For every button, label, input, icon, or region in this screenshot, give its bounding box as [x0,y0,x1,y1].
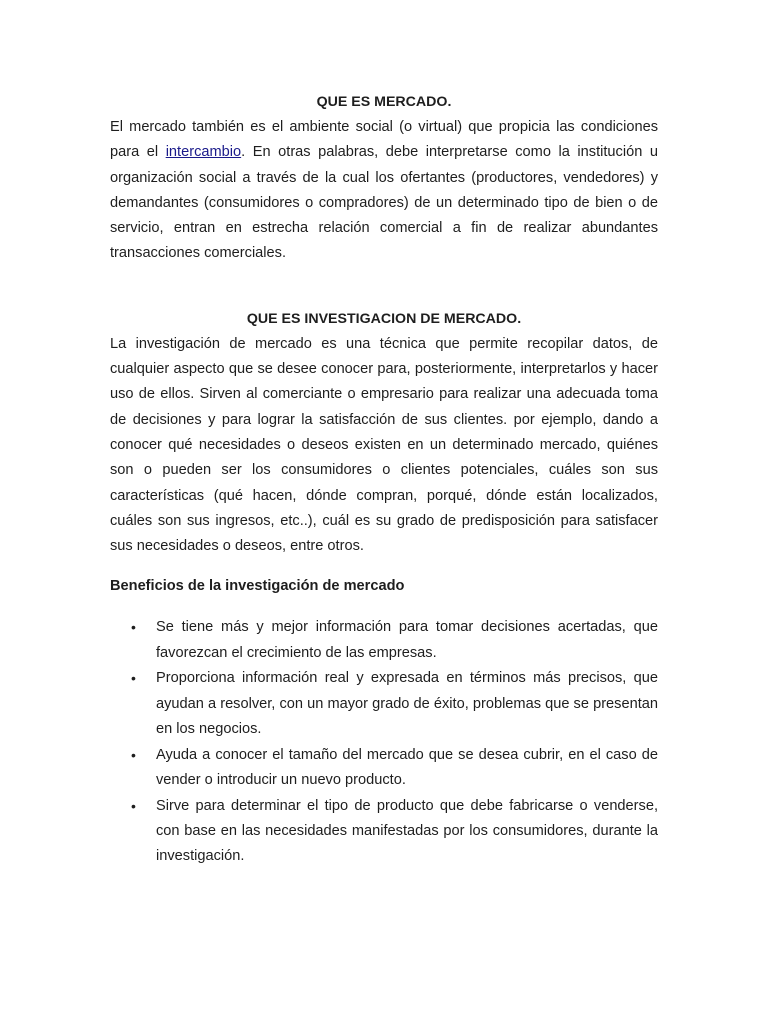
bullet-icon: • [131,746,136,763]
heading-investigacion-de-mercado: QUE ES INVESTIGACION DE MERCADO. [246,310,522,327]
intercambio-link[interactable]: intercambio [165,144,242,161]
list-item-text: Proporciona información real y expresada en términos más precisos, que ayudan a resolver, con un mayor grado de éxito, problemas que se presentan en los negocios. [156,670,658,738]
heading-beneficios: Beneficios de la investigación de mercado [110,578,405,595]
benefits-list [110,615,658,869]
paragraph-text-before-link: El mercado también es el ambiente social (o virtual) que propicia las condiciones para el [110,119,658,161]
list-item [110,794,658,870]
bullet-icon: • [131,797,136,814]
heading-que-es-mercado: QUE ES MERCADO. [316,94,452,110]
list-item-text: Ayuda a conocer el tamaño del mercado que se desea cubrir, en el caso de vender o introducir un nuevo producto. [156,746,658,789]
list-item-text: Se tiene más y mejor información para tomar decisiones acertadas, que favorezcan el crecimiento de las empresas. [156,619,658,661]
paragraph-mercado-definition [110,115,658,267]
paragraph-investigacion-definition: La investigación de mercado es una técnica que permite recopilar datos, de cualquier aspecto que se desee conocer para, posteriormente, interpretarlos y hacer uso de ellos. Sirven al comerciante o empresario para realizar una adecuada toma de decisiones y para lograr la satisfacción de sus clientes. por ejemplo, dando a conocer qué necesidades o deseos existen en un determinado mercado, quiénes son o pueden ser los consumidores o clientes potenciales, cuáles son sus características (qué hacen, dónde compran, porqué, dónde están localizados, cuáles son sus ingresos, etc..), cuál es su grado de predisposición para satisfacer sus necesidades o deseos, entre otros. [110,335,658,555]
bullet-icon: • [131,619,136,636]
list-item [110,666,658,742]
list-item-text: Sirve para determinar el tipo de producto que debe fabricarse o venderse, con base en las necesidades manifestadas por los consumidores, durante la investigación. [156,797,658,865]
document-page [110,90,658,870]
list-item [110,743,658,794]
paragraph-text-after-link: . En otras palabras, debe interpretarse como la institución u organización social a través de la cual los ofertantes (productores, vendedores) y demandantes (consumidores o compradores) de un determinado tipo de bien o de servicio, entran en estrecha relación comercial a fin de realizar abundantes transacciones comerciales. [110,144,658,262]
list-item [110,615,658,666]
bullet-icon: • [131,670,136,687]
